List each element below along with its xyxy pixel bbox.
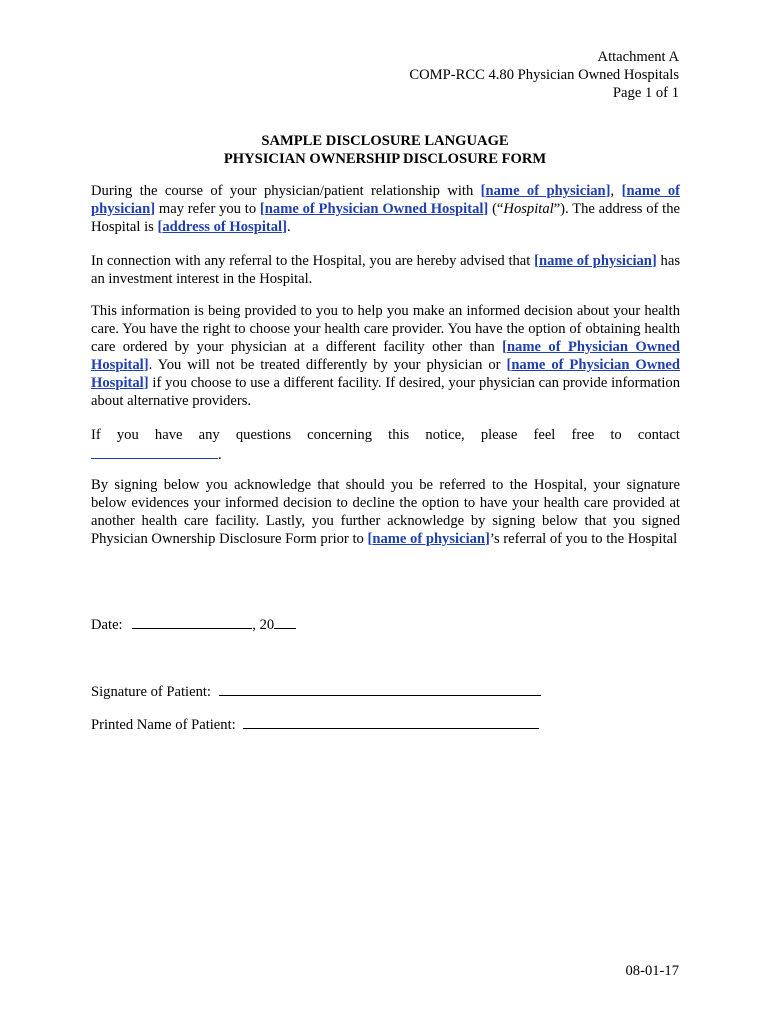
text: , (610, 183, 622, 199)
hospital-name-field[interactable]: [ name of Physician Owned Hospital ] (91, 357, 680, 391)
text: In connection with any referral to the Hospital, you are hereby advised that (91, 253, 535, 269)
paragraph-relationship (91, 182, 680, 236)
attachment-label: Attachment A (597, 49, 679, 65)
hospital-term: Hospital (503, 201, 554, 217)
year-prefix: , 20 (252, 617, 275, 633)
date-row (91, 615, 296, 634)
text: may refer you to (155, 201, 260, 217)
hospital-name-field[interactable]: [ name of Physician Owned Hospital ] (91, 339, 680, 373)
text: has an investment interest in the Hospital. (91, 253, 681, 287)
paragraph-questions (91, 426, 680, 464)
text: By signing below you acknowledge that should you be referred to the Hospital, your signature below evidences your informed decision to decline the option to have your health care provided at another health care facility. Lastly, you further acknowledge by signing below that you signed Physician Ownership Disclosure Form prior to (91, 477, 680, 547)
paragraph-information (91, 302, 680, 410)
signature-row (91, 682, 541, 701)
printed-name-row (91, 715, 539, 734)
hospital-address-field[interactable]: [ address of Hospital ] (157, 219, 287, 235)
paragraph-acknowledgement (91, 476, 680, 548)
title-line-1: SAMPLE DISCLOSURE LANGUAGE (261, 133, 509, 149)
text: (“ (488, 201, 504, 217)
signature-label: Signature of Patient: (91, 684, 211, 700)
hospital-name-field[interactable]: [ name of Physician Owned Hospital ] (260, 201, 488, 217)
physician-name-field[interactable]: [ name of physician ] (534, 253, 657, 269)
text: During the course of your physician/patient relationship with (91, 183, 481, 199)
text: . (286, 219, 291, 235)
year-input-line[interactable] (274, 615, 296, 629)
signature-input-line[interactable] (219, 682, 541, 696)
policy-reference: COMP-RCC 4.80 Physician Owned Hospitals (409, 67, 679, 83)
date-input-line[interactable] (132, 615, 252, 629)
contact-blank-field[interactable] (91, 444, 218, 459)
document-code: 08-01-17 (625, 963, 679, 979)
printed-name-input-line[interactable] (243, 715, 539, 729)
paragraph-referral (91, 252, 680, 288)
physician-name-field[interactable]: [ name of physician ] (367, 531, 489, 547)
text: ’s referral of you to the Hospital (489, 531, 678, 547)
date-label: Date: (91, 617, 123, 633)
physician-name-field[interactable]: [ name of physician ] (91, 183, 680, 217)
text: This information is being provided to you to help you make an informed decision about your health care. You have the right to choose your health care provider. You have the option of obtaining health care ordered by your physician at a different facility other than (91, 303, 680, 355)
text: . (218, 447, 222, 463)
text: ”). The address of the Hospital is (91, 201, 680, 235)
document-title (0, 132, 770, 168)
questions-text: If you have any questions concerning this notice, please feel free to contact (91, 427, 680, 443)
document-header (409, 48, 679, 102)
text: . You will not be treated differently by your physician or (148, 357, 507, 373)
text: if you choose to use a different facility. If desired, your physician can provide information about alternative providers. (91, 375, 680, 409)
page-number: Page 1 of 1 (612, 85, 679, 101)
title-line-2: PHYSICIAN OWNERSHIP DISCLOSURE FORM (223, 151, 547, 167)
physician-name-field[interactable]: [ name of physician ] (481, 183, 611, 199)
printed-name-label: Printed Name of Patient: (91, 717, 236, 733)
